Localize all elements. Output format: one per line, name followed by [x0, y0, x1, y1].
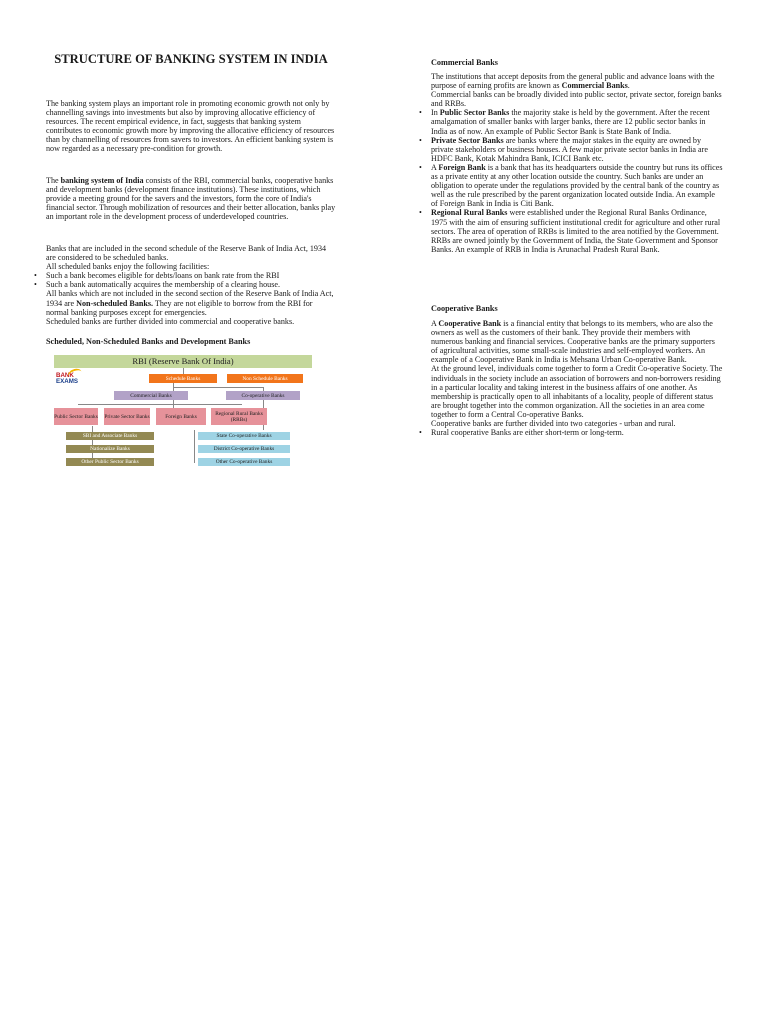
p4-pre: All banks which are not included in the second section of the Reserve Bank of India Act, 1934 are — [46, 289, 334, 308]
public-sector-box: Public Sector Banks — [54, 408, 98, 425]
c1-post: is a financial entity that belongs to its members, who are also the owners as well as the customers of their bank. They provide their members with numerous banking and financial services. Cooperative banks are the primary supporters of agricultural activities, some small-scale industries and self-employed workers. An example of a Cooperative Bank in India is Mehsana Urban Co-operative Bank. — [431, 319, 715, 365]
rrb-bullet — [431, 208, 723, 253]
rural-coop-bullet: • Rural cooperative Banks are either short-term or long-term. — [431, 428, 723, 437]
chart-heading: Scheduled, Non-Scheduled Banks and Development Banks — [46, 337, 251, 346]
commercial-division: Commercial banks can be broadly divided into public sector, private sector, foreign banks and RRBs. — [431, 90, 722, 109]
scheduled-banks-paragraph — [46, 244, 336, 326]
connector — [194, 430, 195, 463]
cooperative-categories-text: Cooperative banks are further divided into two categories - urban and rural. — [431, 419, 676, 429]
schedule-banks-box: Schedule Banks — [149, 374, 217, 383]
b4-bold: Regional Rural Banks — [431, 208, 508, 218]
division-text: Scheduled banks are further divided into commercial and cooperative banks. — [46, 316, 295, 326]
non-scheduled-text — [46, 289, 336, 316]
b1-post: the majority stake is held by the government. After the recent amalgamation of smaller banks with larger banks, there are 12 public sector banks in India as of now. An example of Public Sector Bank is State Bank of India. — [431, 108, 710, 136]
other-public-box: Other Public Sector Banks — [66, 458, 154, 466]
scheduled-text: Banks that are included in the second schedule of the Reserve Bank of India Act, 1934 are considered to be scheduled banks. — [46, 244, 327, 263]
logo-text-2: EXAMS — [56, 378, 79, 386]
connector — [173, 387, 263, 388]
connector — [78, 404, 242, 405]
banking-system-text — [46, 176, 336, 221]
b3-bold: Foreign Bank — [438, 162, 486, 172]
p4-post: They are not eligible to borrow from the RBI for normal banking purposes except for emergencies. — [46, 298, 313, 317]
cooperative-intro — [431, 319, 723, 364]
cooperative-banks-box: Co-operative Banks — [226, 391, 300, 400]
foreign-bank-bullet — [431, 163, 723, 208]
rbi-header: RBI (Reserve Bank Of India) — [54, 355, 312, 368]
banking-structure-diagram — [54, 355, 312, 468]
intro-text: The banking system plays an important role in promoting economic growth not only by channelling savings into investments but also by improving allocative efficiency of resources. The recent empirical evidence, in fact, suggests that banking system contributes to economic growth more by improving the allocative efficiency of resources than by channelling of resources from savers to investors. An efficient banking system is now regarded as a necessary pre-condition for growth. — [46, 99, 335, 154]
cooperative-society-text: At the ground level, individuals come together to form a Credit Co-operative Society. The individuals in the society include an association of borrowers and non-borrowers residing in a particular locality and taking interest in the business affairs of one another. As membership is practically open to all inhabitants of a locality, people of different status are brought together into the common organization. All the societies in an area come together to form a Central Co-operative Banks. — [431, 364, 723, 419]
facility-bullet-2: • Such a bank automatically acquires the membership of a clearing house. — [46, 280, 336, 289]
page-title: STRUCTURE OF BANKING SYSTEM IN INDIA — [54, 52, 328, 66]
cooperative-banks-heading: Cooperative Banks — [431, 304, 498, 313]
rrb-box: Regional Rural Banks (RRBs) — [211, 408, 267, 425]
other-coop-box: Other Co-operative Banks — [198, 458, 290, 466]
commercial-banks-heading: Commercial Banks — [431, 58, 498, 67]
c1-pre: A — [431, 319, 439, 328]
district-coop-box: District Co-operative Banks — [198, 445, 290, 453]
b1-bold: Public Sector Banks — [439, 108, 510, 118]
b3-pre: A — [431, 162, 439, 172]
private-sector-bullet — [431, 136, 723, 163]
commercial-banks-section — [431, 72, 723, 254]
b1-pre: In — [431, 108, 440, 118]
public-sector-bullet — [431, 108, 723, 135]
b2-post: are banks where the major stakes in the equity are owned by private stakeholders or business houses. A few major private sector banks in India are HDFC Bank, Kotak Mahindra Bank, ICICI Bank etc. — [431, 135, 708, 163]
p4-bold: Non-scheduled Banks. — [76, 298, 154, 308]
banking-system-paragraph — [46, 176, 336, 221]
c-intro-bold: Commercial Banks — [561, 81, 628, 91]
intro-paragraph — [46, 99, 336, 154]
commercial-banks-box: Commercial Banks — [114, 391, 188, 400]
nationalize-banks-box: Nationalize Banks — [66, 445, 154, 453]
c-intro-pre: The institutions that accept deposits from the general public and advance loans with the purpose of earning profits are known as — [431, 72, 715, 91]
p2-bold: banking system of India — [60, 176, 144, 185]
p2-pre: The — [46, 176, 61, 185]
b2-bold: Private Sector Banks — [431, 135, 504, 145]
c1-bold: Cooperative Bank — [438, 319, 502, 328]
b4-post: were established under the Regional Rural Banks Ordinance, 1975 with the aim of ensuring sufficient institutional credit for agriculture and other rural sectors. The area of operation of RRBs is limited to the area notified by the Government. RRBs are owned jointly by the Government of India, the State Government and Sponsor Banks. An example of RRB in India is Arunachal Pradesh Rural Bank. — [431, 208, 721, 254]
foreign-banks-box: Foreign Banks — [156, 408, 206, 425]
logo-text-1: BANK — [56, 372, 74, 379]
p2-post: consists of the RBI, commercial banks, cooperative banks and development banks (development finance institutions). These institutions, which provide a meeting ground for the savers and the investors, form the core of India's financial sector. Through mobilization of resources and their better allocation, banks play an important role in the development process of underdeveloped countries. — [46, 176, 336, 222]
non-schedule-banks-box: Non Schedule Banks — [227, 374, 303, 383]
c-intro-end: . — [627, 81, 630, 91]
sbi-associate-box: SBI and Associate Banks — [66, 432, 154, 440]
commercial-intro — [431, 72, 723, 90]
private-sector-box: Private Sector Banks — [104, 408, 150, 425]
facility-bullet-1: • Such a bank becomes eligible for debts/loans on bank rate from the RBI — [46, 271, 336, 280]
state-coop-box: State Co-operative Banks — [198, 432, 290, 440]
facilities-text: All scheduled banks enjoy the following facilities: — [46, 262, 210, 272]
cooperative-banks-section — [431, 319, 723, 437]
b3-post: is a bank that has its headquarters outside the country but runs its offices as a private entity at any other location outside the country. Such banks are under an obligation to operate under the regulations provided by the central bank of the country as well as the rule prescribed by the parent organization located outside India. An example of Foreign Bank in India is Citi Bank. — [431, 162, 723, 209]
bank-exams-logo — [56, 373, 82, 391]
